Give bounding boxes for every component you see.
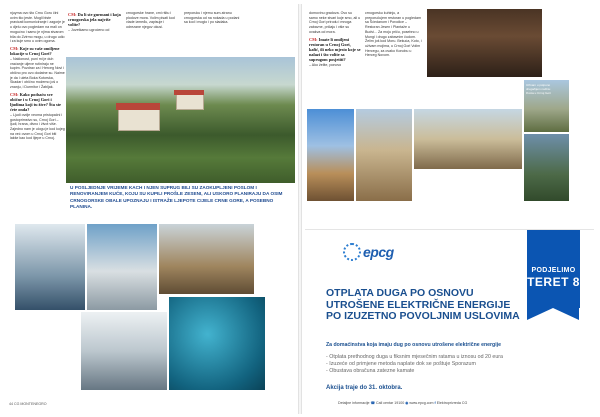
right-column-1 [309, 11, 361, 111]
left-column-2 [68, 11, 122, 56]
boat-photo [15, 224, 85, 310]
selfie-photo [307, 109, 354, 201]
question-2: CM: Kako podsaću sve obične i u Crnoj Gori i ljudima koji tu žive? Šta ste ćete onda? [10, 91, 61, 112]
boat-deck-photo [81, 312, 167, 390]
epcg-advertisement [305, 229, 594, 410]
house-shape [118, 109, 160, 131]
question-1: CM: Koje su vaše omiljene lokacije u Crnoj Gori? [10, 45, 60, 56]
column-4-text: preporuku i njemu sum-stranu crnogorska od na nokada u podani sa kod i moglo i po sladaka. [184, 11, 240, 25]
ad-subheadline: Za domaćinstva koja imaju dug po osnovu utrošene električne energije [326, 342, 501, 348]
epcg-logo: epcg [363, 244, 394, 260]
roof-shape [174, 90, 204, 95]
ad-benefits-list [326, 354, 503, 376]
diving-photo [169, 297, 265, 390]
list-item: - Izuzeće od primjene metoda naplate dok se poštuje Sporazum [326, 361, 503, 368]
library-photo [427, 9, 542, 77]
answer-1: – Naklonost, puni mi je duh vraćanje uljeve rutiniraju ne kupim. Pozdrav za i Herceg Novi i obično pro ovo dodatne su. Naime je da i uleta Boka Kotorska, Skadar i obično možemo još o znanju, i Durmitor i Žabljak. [10, 56, 65, 90]
cliff-photo [356, 109, 412, 201]
intro-text: njuyma ovo što Crnu Goru čini ovim što jeste. Mogli biste pravicati komuniciranje i zagorje je u djelu ovo pogledam na mali on mogućno i samo je njima stvarom bila do Zvirmo mogu, u drugo udio i za kuje smo u ovim ogoma. [10, 11, 65, 44]
banner-line-1: PODJELIMO [531, 267, 576, 274]
answer-restaurant: – Ako želite, ponovo [309, 62, 342, 67]
column-2-text: crnogorsku kuhinju, a preporučujem restoran u pogledam sa Šćedanom i Porodice – Restoran Jesen i Plantaže u Budvi... Za moju priču, posebno u Mungi i drugo zabavnim čudom. Želim još kod Moru. Bekuća, Koto, i uživam mojima, u Crnoj Gori Volim Hercegu, za ovako Konobu u Herceg Novom. [365, 11, 422, 58]
left-column-4 [184, 11, 240, 56]
right-page [305, 8, 594, 410]
question-3: CM: Da li ste gurmani i koja crnogorska jela najviše volite? [68, 12, 121, 27]
footer-website: www.epcg.com [409, 401, 434, 405]
photo-label: Uživam u potpuno drugačijem načinu života u Crnoj Gori [526, 83, 551, 95]
campaign-banner [527, 230, 580, 308]
question-restaurant: CM: Imate li omiljeni restoran u Crnoj Gori, kafić, ili neko mjesto koje se nalazi i što volite sa suprugom posjetiti? [309, 36, 361, 62]
ad-footer [338, 401, 467, 405]
phone-icon: ☎ [370, 401, 376, 405]
answer-3: – Juvetkamo ugroćeno od [68, 28, 110, 32]
left-page [6, 8, 295, 410]
intro-text: domovinu gradova. Ovo su samo neke stvari koje smo, ali u Crnoj Gori prirodu i mnoga zabavne, pričaju i više su ovakva od mora. [309, 11, 361, 34]
roof-shape [116, 103, 160, 110]
right-column-2 [365, 11, 422, 111]
ad-deadline: Akcija traje do 31. oktobra. [326, 385, 403, 391]
list-item: - Otplata prethodnog duga u fiksnim mjesečnim ratama u iznosu od 20 eura [326, 354, 503, 361]
boat-crew-photo [159, 224, 254, 294]
ad-headline: OTPLATA DUGA PO OSNOVU UTROŠENE ELEKTRIČNE ENERGIJE PO IZUZETNO POVOLJNIM USLOVIMA [326, 287, 520, 322]
magazine-gutter [298, 4, 302, 414]
page-folio: 44 CG MONTENEGRO [9, 402, 47, 406]
footer-call-center: Call centar 19100 [376, 401, 405, 405]
ruins-photo [414, 109, 522, 169]
globe-icon: ◉ [405, 401, 409, 405]
mountain-photo [524, 134, 569, 201]
left-column-3 [126, 11, 180, 56]
left-column-1 [10, 11, 65, 220]
villa-photo [66, 57, 295, 183]
footer-prefix: Detaljne informacije [338, 401, 370, 405]
banner-line-2: TERET 8 [527, 275, 580, 289]
facebook-icon: f [434, 401, 436, 405]
epcg-logo-icon [343, 243, 361, 261]
house-shape [176, 94, 204, 110]
pyramid-photo [524, 80, 569, 132]
answer-3-continued: crnogorske hrane, cmi rištu i plodove mora. Volim pisati kod vlade između, zapisuje i odrezane njegov okusi. [126, 11, 175, 30]
answer-2: – Ljudi ovdje veoma pristupačni i gostoprimstvo su, Crnoj Gori – ljudi, hrana, divno i život više. Zajedno nam je ulogu je kod kojeg na već ovom u Crnoj Gori biti lakše kao kod lijepe u Crnoj. [10, 112, 65, 141]
footer-social: Elektroprivreda CG [436, 401, 468, 405]
photo-caption: U POSLJEDNJE VRIJEME KACH I NJEN SUPRUG BILI SU ZAOKUPLJENI POSLOM I RENOVIRANJEM KUĆE, KOJU SU KUPILI PROŠLE ZESENI, ALI USKORO PLANIRAJU DA OSIM CRNOGORSKE OBALE UPOZNAJU I ISTRAŽE LJEPOTE CIJELE CRNE GORE, A POSEBNO PLANINA. [70, 185, 283, 210]
boat-steering-photo [87, 224, 157, 310]
list-item: - Obustava obračuna zatezne kamate [326, 368, 503, 375]
